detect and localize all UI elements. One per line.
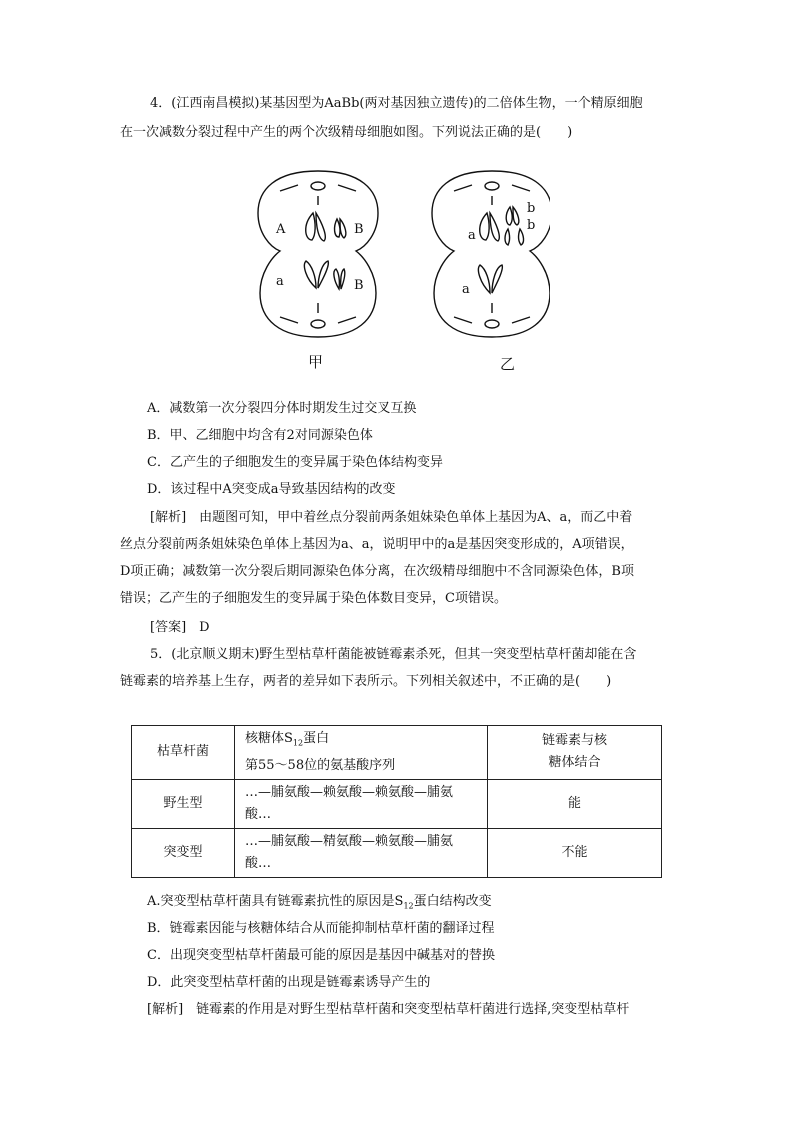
q4-analysis-line1: [解析] 由题图可知，甲中着丝点分裂前两条姐妹染色单体上基因为A、a，而乙中着 bbox=[150, 510, 633, 525]
table-row bbox=[132, 828, 662, 877]
row-strain: 突变型 bbox=[132, 828, 235, 877]
table-header-row bbox=[132, 726, 662, 780]
q4-answer: [答案] D bbox=[150, 620, 210, 635]
row-binding: 不能 bbox=[488, 828, 662, 877]
cell-diagram bbox=[250, 165, 550, 379]
q4-stem-line1: 4．(江西南昌模拟)某基因型为AaBb(两对基因独立遗传)的二倍体生物，一个精原细胞 bbox=[150, 96, 643, 111]
meiosis-cell-figure bbox=[250, 165, 550, 375]
q5-stem-line1: 5．(北京顺义期末)野生型枯草杆菌能被链霉素杀死，但其一突变型枯草杆菌却能在含 bbox=[150, 647, 637, 662]
q4-option-b: B．甲、乙细胞中均含有2对同源染色体 bbox=[147, 428, 373, 443]
q4-analysis-line4: 错误；乙产生的子细胞发生的变异属于染色体数目变异，C项错误。 bbox=[120, 591, 507, 606]
row-sequence: …—脯氨酸—赖氨酸—赖氨酸—脯氨 酸… bbox=[235, 779, 488, 828]
q5-option-d: D．此突变型枯草杆菌的出现是链霉素诱导产生的 bbox=[147, 975, 431, 990]
q5-stem-line2: 链霉素的培养基上生存，两者的差异如下表所示。下列相关叙述中，不正确的是( ) bbox=[120, 674, 612, 689]
q5-analysis: [解析] 链霉素的作用是对野生型枯草杆菌和突变型枯草杆菌进行选择,突变型枯草杆 bbox=[147, 1002, 630, 1017]
q4-option-c: C．乙产生的子细胞发生的变异属于染色体结构变异 bbox=[147, 455, 443, 470]
cell-a-caption: 甲 bbox=[308, 353, 324, 371]
q4-analysis-line3: D项正确；减数第一次分裂后期同源染色体分离，在次级精母细胞中不含同源染色体，B项 bbox=[120, 564, 634, 579]
q4-option-a: A．减数第一次分裂四分体时期发生过交叉互换 bbox=[147, 401, 417, 416]
gene-label-b3: b bbox=[527, 218, 536, 233]
q5-option-c: C．出现突变型枯草杆菌最可能的原因是基因中碱基对的替换 bbox=[147, 948, 495, 963]
comparison-table bbox=[131, 725, 662, 878]
q5-option-b: B．链霉素因能与核糖体结合从而能抑制枯草杆菌的翻译过程 bbox=[147, 921, 495, 936]
gene-label-b2: a bbox=[468, 228, 476, 243]
q5-option-a: A.突变型枯草杆菌具有链霉素抗性的原因是$S_{12}$蛋白结构改变 bbox=[147, 894, 492, 911]
gene-label-a4: B bbox=[354, 278, 364, 293]
row-binding: 能 bbox=[488, 779, 662, 828]
gene-label-a2: B bbox=[354, 222, 364, 237]
header-binding: 链霉素与核 糖体结合 bbox=[488, 726, 662, 780]
gene-label-a1: A bbox=[276, 222, 286, 237]
gene-label-b4: a bbox=[462, 282, 470, 297]
cell-b-caption: 乙 bbox=[500, 355, 516, 373]
header-strain: 枯草杆菌 bbox=[132, 726, 235, 780]
q4-option-d: D．该过程中A突变成a导致基因结构的改变 bbox=[147, 482, 396, 497]
gene-label-a3: a bbox=[276, 274, 284, 289]
table-row bbox=[132, 779, 662, 828]
gene-label-b1: b bbox=[527, 201, 536, 216]
row-sequence: …—脯氨酸—精氨酸—赖氨酸—脯氨 酸… bbox=[235, 828, 488, 877]
q4-analysis-line2: 丝点分裂前两条姐妹染色单体上基因为a、a，说明甲中的a是基因突变形成的，A项错误， bbox=[120, 537, 634, 552]
q4-stem-line2: 在一次减数分裂过程中产生的两个次级精母细胞如图。下列说法正确的是( ) bbox=[120, 125, 573, 140]
header-sequence: 核糖体$S_{12}$蛋白 第55～58位的氨基酸序列 bbox=[235, 726, 488, 780]
row-strain: 野生型 bbox=[132, 779, 235, 828]
cell-b-outline bbox=[432, 171, 550, 337]
